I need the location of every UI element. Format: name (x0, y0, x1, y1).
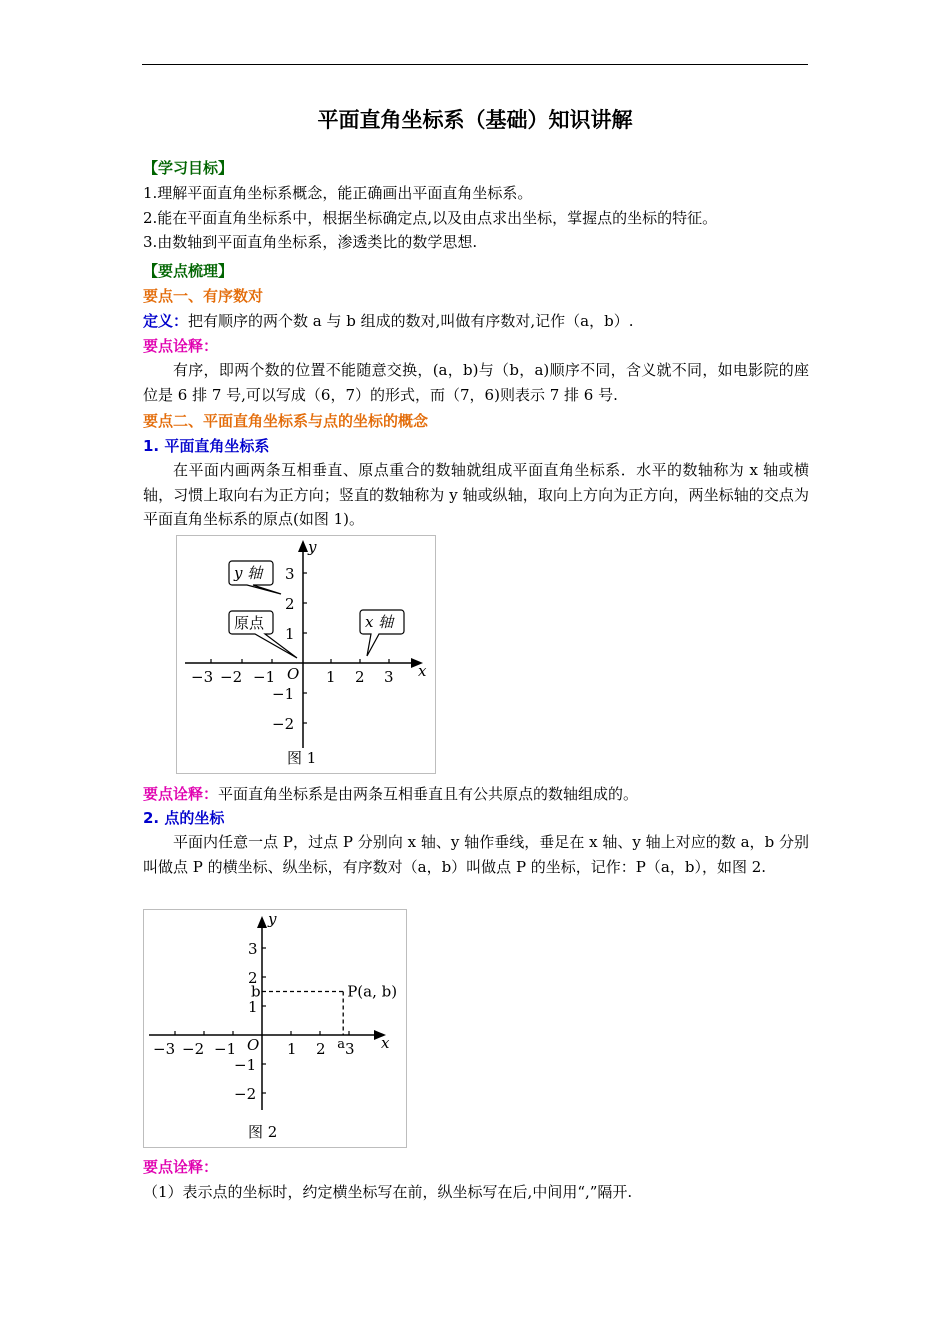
keypoints-heading: 【要点梳理】 (143, 262, 234, 280)
x-tick: 3 (384, 668, 394, 686)
origin-label: O (247, 1036, 260, 1054)
sub1-paragraph: 在平面内画两条互相垂直、原点重合的数轴就组成平面直角坐标系．水平的数轴称为 x 轴或横轴，习惯上取向右为正方向；竖直的数轴称为 y 轴或纵轴，取向上方向为正方向，两坐标轴的交点为平面直角坐标系的原点(如图 1)。 (143, 461, 809, 528)
definition-text: 把有顺序的两个数 a 与 b 组成的数对,叫做有序数对,记作（a，b）. (188, 312, 634, 330)
sub2-paragraph: 平面内任意一点 P，过点 P 分别向 x 轴、y 轴作垂线，垂足在 x 轴、y 轴上对应的数 a，b 分别叫做点 P 的横坐标、纵坐标，有序数对（a，b）叫做点 P 的坐标，记作：P（a，b），如图 2. (143, 833, 809, 876)
sub1-heading: 1. 平面直角坐标系 (143, 437, 270, 455)
definition-label: 定义： (143, 312, 189, 330)
y-callout-label: y 轴 (234, 564, 263, 582)
figure-1 (176, 535, 436, 774)
y-tick: 2 (285, 595, 295, 613)
definition-line (143, 311, 634, 331)
x-tick: 1 (287, 1040, 297, 1058)
x-callout-label: x 轴 (365, 613, 394, 631)
y-tick: −1 (272, 685, 295, 703)
y-axis-label: y (308, 538, 317, 556)
note3-text: （1）表示点的坐标时，约定横坐标写在前，纵坐标写在后,中间用“,”隔开. (143, 1183, 633, 1201)
y-tick: −1 (234, 1056, 257, 1074)
origin-label: O (287, 665, 300, 683)
y-axis-arrow-icon (257, 916, 267, 928)
x-axis-label: x (381, 1034, 390, 1052)
x-tick: −1 (214, 1040, 237, 1058)
objective-item: 1.理解平面直角坐标系概念，能正确画出平面直角坐标系。 (143, 184, 533, 202)
objectives-heading: 【学习目标】 (143, 159, 234, 177)
note2-label: 要点诠释： (143, 785, 219, 803)
header-rule (142, 64, 808, 65)
x-tick: −1 (253, 668, 276, 686)
y-tick: 1 (248, 998, 258, 1016)
y-axis-arrow-icon (298, 540, 308, 552)
y-tick: 3 (285, 565, 295, 583)
y-tick: 1 (285, 625, 295, 643)
point-p-label: P(a, b) (347, 982, 398, 1001)
point2-heading: 要点二、平面直角坐标系与点的坐标的概念 (143, 412, 429, 430)
figure-caption: 图 1 (287, 749, 317, 767)
x-axis-label: x (418, 662, 427, 680)
x-tick: −2 (220, 668, 243, 686)
page-title: 平面直角坐标系（基础）知识讲解 (317, 108, 633, 132)
x-tick: −2 (182, 1040, 205, 1058)
objective-item: 2.能在平面直角坐标系中，根据坐标确定点,以及由点求出坐标，掌握点的坐标的特征。 (143, 209, 718, 227)
note-paragraph: 有序，即两个数的位置不能随意交换，(a，b)与（b，a)顺序不同，含义就不同，如电影院的座位是 6 排 7 号,可以写成（6，7）的形式，而（7，6)则表示 7 排 6 号. (143, 361, 809, 404)
figure-caption: 图 2 (248, 1123, 278, 1141)
b-label: b (251, 982, 261, 1001)
x-tick: 1 (326, 668, 336, 686)
note2-text: 平面直角坐标系是由两条互相垂直且有公共原点的数轴组成的。 (218, 785, 639, 803)
y-tick: −2 (234, 1085, 257, 1103)
y-tick: 3 (248, 940, 258, 958)
x-tick: 2 (355, 668, 365, 686)
origin-callout-label: 原点 (234, 614, 265, 632)
x-tick: −3 (191, 668, 214, 686)
y-tick: 2 (248, 969, 258, 987)
sub2-heading: 2. 点的坐标 (143, 809, 225, 827)
x-tick: 2 (316, 1040, 326, 1058)
point1-heading: 要点一、有序数对 (143, 287, 264, 305)
note2-line (143, 784, 638, 804)
objective-item: 3.由数轴到平面直角坐标系，渗透类比的数学思想. (143, 233, 478, 251)
note3-label: 要点诠释： (143, 1158, 219, 1176)
a-label: a (337, 1037, 345, 1052)
figure-2 (143, 909, 407, 1148)
x-tick: −3 (153, 1040, 176, 1058)
note-label: 要点诠释： (143, 337, 219, 355)
x-tick: 3 (345, 1040, 355, 1058)
y-tick: −2 (272, 715, 295, 733)
y-axis-label: y (268, 910, 277, 928)
